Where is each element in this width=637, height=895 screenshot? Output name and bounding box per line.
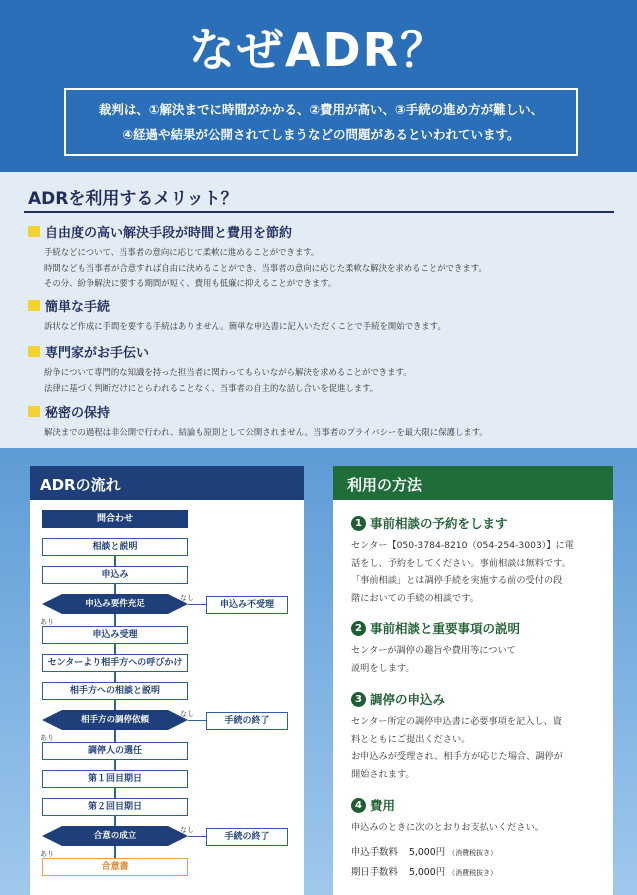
flow-decision-requirements: [42, 594, 188, 614]
yes-label: あり: [40, 618, 54, 626]
flow-title: ADRの流れ: [30, 466, 304, 500]
yes-label: あり: [40, 734, 54, 742]
merits-title: ADRを利用するメリット？: [28, 189, 238, 209]
no-label: なし: [180, 826, 194, 834]
merit-item: [28, 342, 618, 396]
merit-item: [28, 402, 618, 441]
flow-branch-line: [188, 720, 206, 721]
merit-heading: 秘密の保持: [45, 406, 111, 421]
step-line: センター所定の調停申込書に必要事項を記入し、資: [351, 716, 562, 727]
step-line: 「事前相談」とは調停手続を実施する前の受付の段: [351, 575, 563, 586]
notice-line-2: ④経過や結果が公開されてしまうなどの問題があるといわれています。: [122, 127, 520, 142]
merits-divider: [24, 211, 614, 213]
page-title: なぜADR？: [188, 23, 449, 77]
step-line: 料とともにご提出ください。: [351, 733, 471, 745]
flow-step-apply: 申込み: [42, 566, 188, 584]
method-panel: [333, 466, 613, 895]
merit-item: [28, 296, 618, 335]
method-step: [351, 619, 603, 677]
method-step: [351, 690, 603, 783]
flow-decision-agreement: [42, 826, 188, 846]
flow-side-end: 手続の終了: [206, 712, 288, 730]
number-4-icon: 4: [351, 798, 366, 813]
flow-side-end: 手続の終了: [206, 828, 288, 846]
header-banner: [0, 0, 637, 172]
flow-branch-line: [188, 836, 206, 837]
flow-step-consult: 相談と説明: [42, 538, 188, 556]
decision-label: 相手方の調停依頼: [80, 715, 149, 725]
number-1-icon: 1: [351, 516, 366, 531]
flow-step-second-session: 第２回目期日: [42, 798, 188, 816]
flow-connector: [114, 544, 116, 868]
fee-name: 期日手数料: [351, 866, 398, 878]
flow-step-first-session: 第１回目期日: [42, 770, 188, 788]
no-label: なし: [180, 710, 194, 718]
fee-note: （消費税抜き）: [448, 848, 498, 857]
flow-panel: [30, 466, 304, 895]
merit-heading: 自由度の高い解決手段が時間と費用を節約: [45, 226, 293, 241]
fee-amount: 5,000円: [408, 846, 446, 858]
lower-section: [0, 448, 637, 895]
flow-decision-mediation-request: [42, 710, 188, 730]
fee-note: （消費税抜き）: [448, 868, 498, 877]
yellow-square-icon: [28, 406, 40, 417]
step-line: 説明をします。: [351, 662, 415, 674]
flow-step-agreement-doc: 合意書: [42, 858, 188, 876]
yes-label: あり: [40, 850, 54, 858]
step-heading: 調停の申込み: [370, 692, 446, 707]
notice-line-1: 裁判は、①解決までに時間がかかる、②費用が高い、③手続の進め方が難しい、: [98, 102, 544, 117]
merit-item: [28, 222, 618, 292]
merit-line: 訴状など作成に手間を要する手続はありません。簡単な申込書に記入いただくことで手続を開始できます。: [44, 321, 446, 331]
flow-step-accepted: 申込み受理: [42, 626, 188, 644]
method-step: [351, 796, 603, 883]
fee-table: [351, 843, 603, 883]
step-line: 申込みのときに次のとおりお支払いください。: [351, 822, 544, 833]
notice-box: [64, 88, 578, 156]
step-line: センター【050-3784-8210（054-254-3003）】に電: [351, 540, 574, 551]
step-heading: 事前相談の予約をします: [370, 516, 508, 531]
flow-side-rejected: 申込み不受理: [206, 596, 288, 614]
merit-heading: 専門家がお手伝い: [45, 346, 150, 361]
step-line: 階においての手続の相談です。: [351, 592, 479, 604]
step-line: お申込みが受理され、相手方が応じた場合、調停が: [351, 751, 563, 762]
step-line: 開始されます。: [351, 768, 415, 780]
merit-line: 紛争について専門的な知識を持った担当者に関わってもらいながら解決を求めることができます。: [44, 367, 412, 377]
merits-section: [0, 172, 637, 448]
step-line: センターが調停の趣旨や費用等について: [351, 645, 516, 656]
number-2-icon: 2: [351, 621, 366, 636]
decision-label: 合意の成立: [93, 831, 137, 841]
merit-line: その分、紛争解決に要する期間が短く、費用も低廉に抑えることができます。: [44, 278, 337, 288]
fee-name: 申込手数料: [351, 846, 398, 858]
step-heading: 事前相談と重要事項の説明: [370, 621, 521, 636]
step-heading: 費用: [370, 798, 396, 813]
step-line: 話をし、予約をしてください。事前相談は無料です。: [351, 557, 571, 569]
no-label: なし: [180, 594, 194, 602]
flow-step-call-other-party: センターより相手方への呼びかけ: [42, 654, 188, 672]
flow-branch-line: [188, 604, 206, 605]
flow-step-select-mediator: 調停人の選任: [42, 742, 188, 760]
method-step: [351, 514, 603, 607]
decision-label: 申込み要件充足: [85, 599, 145, 609]
merit-heading: 簡単な手続: [45, 300, 111, 315]
method-title: 利用の方法: [333, 466, 613, 500]
fee-row: [351, 843, 603, 863]
merit-line: 時間なども当事者が合意すれば自由に決めることができ、当事者の意向に応じた柔軟な解決を求めることができます。: [44, 262, 487, 273]
merit-line: 法律に基づく判断だけにとらわれることなく、当事者の自主的な話し合いを促進します。: [44, 382, 379, 393]
fee-row: [351, 863, 603, 883]
merit-line: 解決までの過程は非公開で行われ、結論も原則として公開されません。当事者のプライバシーを最大限に保護します。: [44, 427, 488, 437]
fee-amount: 5,000円: [408, 866, 446, 878]
number-3-icon: 3: [351, 692, 366, 707]
yellow-square-icon: [28, 226, 40, 237]
yellow-square-icon: [28, 346, 40, 357]
yellow-square-icon: [28, 300, 40, 311]
flow-step-inquiry: 問合わせ: [42, 510, 188, 528]
flow-step-other-party-consult: 相手方への相談と説明: [42, 682, 188, 700]
merit-line: 手続などについて、当事者の意向に応じて柔軟に進めることができます。: [44, 247, 320, 257]
